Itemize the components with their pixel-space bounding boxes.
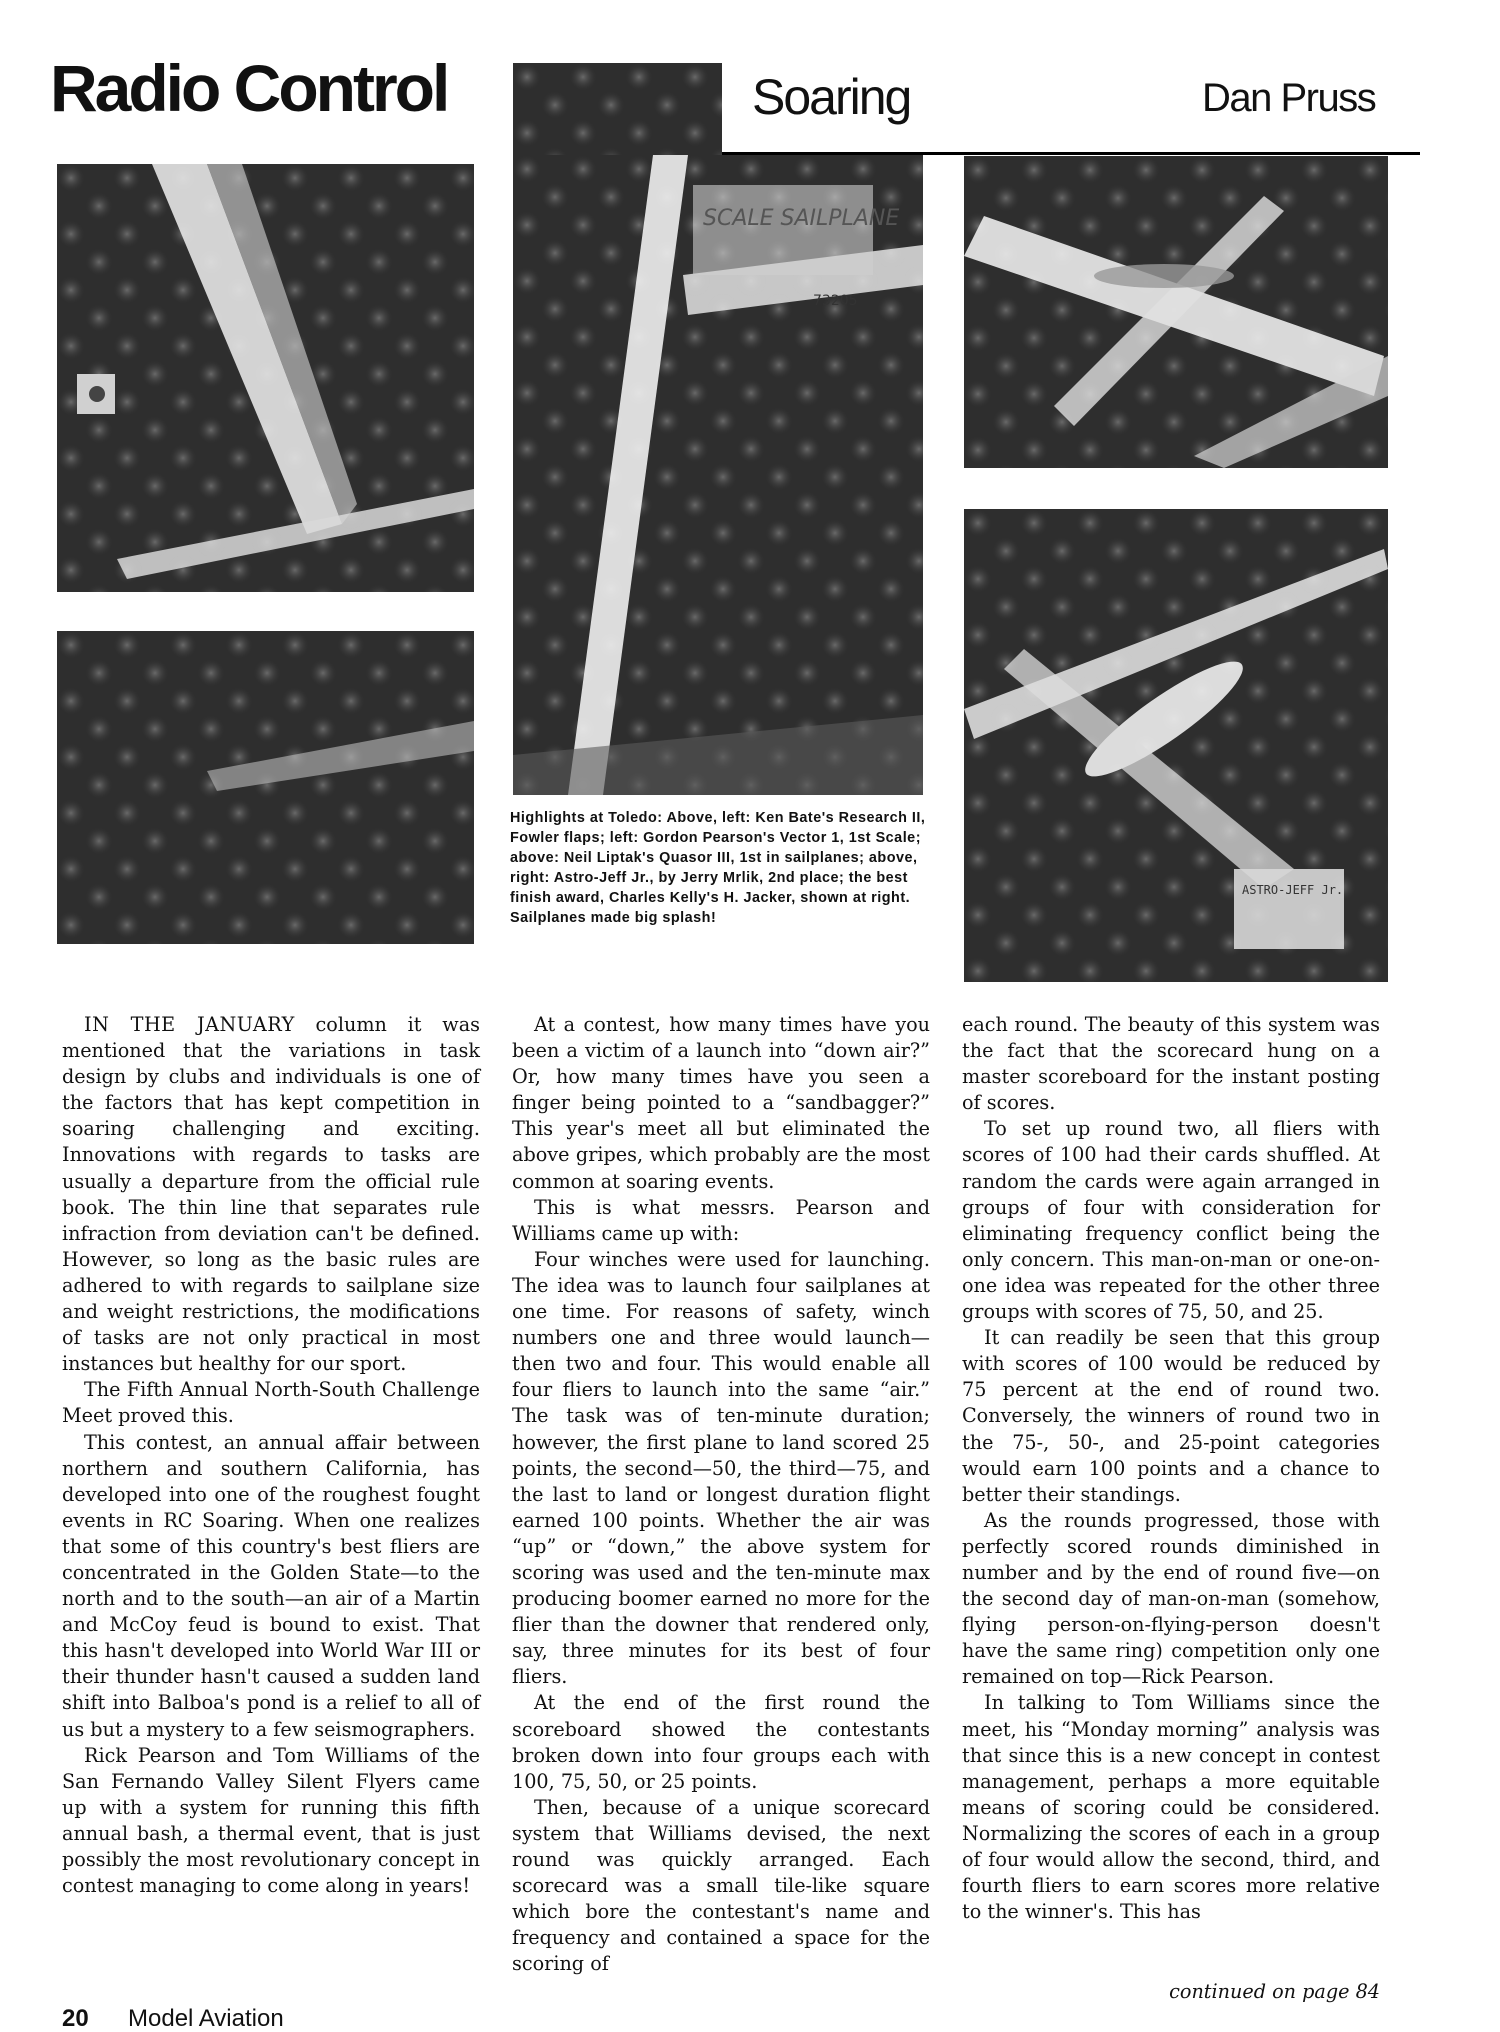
article-paragraph: This is what messrs. Pearson and Williams came up with:	[512, 1195, 930, 1245]
photo-wing-detail	[57, 631, 474, 944]
article-column-3	[962, 1012, 1380, 1925]
article-paragraph: At the end of the first round the scoreboard showed the contestants broken down into four groups each with 100, 75, 50, or 25 points.	[512, 1691, 930, 1793]
photo-sign-text: SCALE SAILPLANE	[703, 206, 900, 231]
article-paragraph: It can readily be seen that this group with scores of 100 would be reduced by 75 percent at the end of round two. Conversely, the winners of round two in the 75-, 50-, and 25-point categories would earn 100 points and a chance to better their standings.	[962, 1326, 1380, 1506]
article-text: column it was mentioned that the variations in task design by clubs and individuals is one of the factors that has kept competition in soaring challenging and exciting. Innovations with regards to tasks are usually a departure from the official rule book. The thin line that separates rule infraction from deviation can't be defined. However, so long as the basic rules are adhered to with regards to sailplane size and weight restrictions, the modifications of tasks are not only practical in most instances but healthy for our sport.	[62, 1013, 480, 1376]
continued-note: continued on page 84	[1169, 1980, 1380, 2003]
article-paragraph: In talking to Tom Williams since the meet, his “Monday morning” analysis was that since this is a new concept in contest management, perhaps a more equitable means of scoring could be considered. Normalizing the scores of each in a group of four would allow the second, third, and fourth fliers to earn scores more relative to the winner's. This has	[962, 1691, 1380, 1924]
article-paragraph: Four winches were used for launching. The idea was to launch four sailplanes at one time. For reasons of safety, winch numbers one and three would launch—then two and four. This would enable all four fliers to launch into the same “air.” The task was of ten-minute duration; however, the first plane to land scored 25 points, the second—50, the third—75, and the last to land or longest duration flight earned 100 points. Whether the air was “up” or “down,” the above system for scoring was used and the ten-minute max producing boomer earned no more for the flier than the downer that rendered only, say, three minutes for its best of four fliers.	[512, 1247, 930, 1689]
photo-research-ii	[57, 164, 474, 592]
photo-card-text: ASTRO-JEFF Jr.	[1242, 883, 1344, 897]
article-paragraph: each round. The beauty of this system was the fact that the scorecard hung on a master scoreboard for the instant posting of scores.	[962, 1013, 1380, 1115]
article-paragraph: Then, because of a unique scorecard system that Williams devised, the next round was quickly arranged. Each scorecard was a small tile-like square which bore the contestant's name and frequency and contained a space for the scoring of	[512, 1795, 930, 1976]
article-lead-in: IN THE JANUARY	[84, 1013, 295, 1036]
article-paragraph: To set up round two, all fliers with scores of 100 had their cards shuffled. At random the cards were again arranged in groups of four with consideration for eliminating frequency conflict being the only concern. This man-on-man or one-on-one idea was repeated for the other three groups with scores of 75, 50, and 25.	[962, 1117, 1380, 1324]
photo-vector-1	[513, 155, 923, 795]
article-paragraph	[62, 1012, 480, 1377]
photo-center-top	[513, 63, 722, 155]
article-column-1	[62, 1012, 480, 1899]
photo-caption: Highlights at Toledo: Above, left: Ken Bate's Research II, Fowler flaps; left: Gordon Pearson's Vector 1, 1st Scale; above: Neil Liptak's Quasor III, 1st in sailplanes; above, right: Astro-Jeff Jr., by Jerry Mrlik, 2nd place; the best finish award, Charles Kelly's H. Jacker, shown at right. Sailplanes made big splash!	[510, 810, 926, 926]
article-paragraph: The Fifth Annual North-South Challenge Meet proved this.	[62, 1378, 480, 1428]
photo-quasor-iii	[964, 156, 1388, 468]
article-column-2	[512, 1012, 930, 1977]
photo-astro-jeff	[964, 509, 1388, 982]
article-paragraph: Rick Pearson and Tom Williams of the San Fernando Valley Silent Flyers came up with a system for running this fifth annual bash, a thermal event, that is just possibly the most revolutionary concept in contest managing to come along in years!	[62, 1743, 480, 1898]
section-title: Soaring	[752, 69, 911, 125]
magazine-name: Model Aviation	[128, 2005, 284, 2032]
author-byline: Dan Pruss	[1202, 76, 1376, 120]
photo-reg-text: 73205	[813, 293, 858, 309]
article-paragraph: At a contest, how many times have you been a victim of a launch into “down air?” Or, how many times have you seen a finger being pointed to a “sandbagger?” This year's meet all but eliminated the above gripes, which probably are the most common at soaring events.	[512, 1013, 930, 1193]
article-paragraph: As the rounds progressed, those with perfectly scored rounds diminished in number and by the end of round five—on the second day of man-on-man (somehow, flying person-on-flying-person doesn't have the same ring) competition only one remained on top—Rick Pearson.	[962, 1508, 1380, 1689]
article-paragraph: This contest, an annual affair between northern and southern California, has developed into one of the roughest fought events in RC Soaring. When one realizes that some of this country's best fliers are concentrated in the Golden State—to the north and to the south—an air of a Martin and McCoy feud is bound to exist. That this hasn't developed into World War III or their thunder hasn't caused a sudden land shift into Balboa's pond is a relief to all of us but a mystery to a few seismographers.	[62, 1430, 480, 1741]
page-number: 20	[62, 2005, 89, 2032]
department-title: Radio Control	[50, 51, 448, 125]
